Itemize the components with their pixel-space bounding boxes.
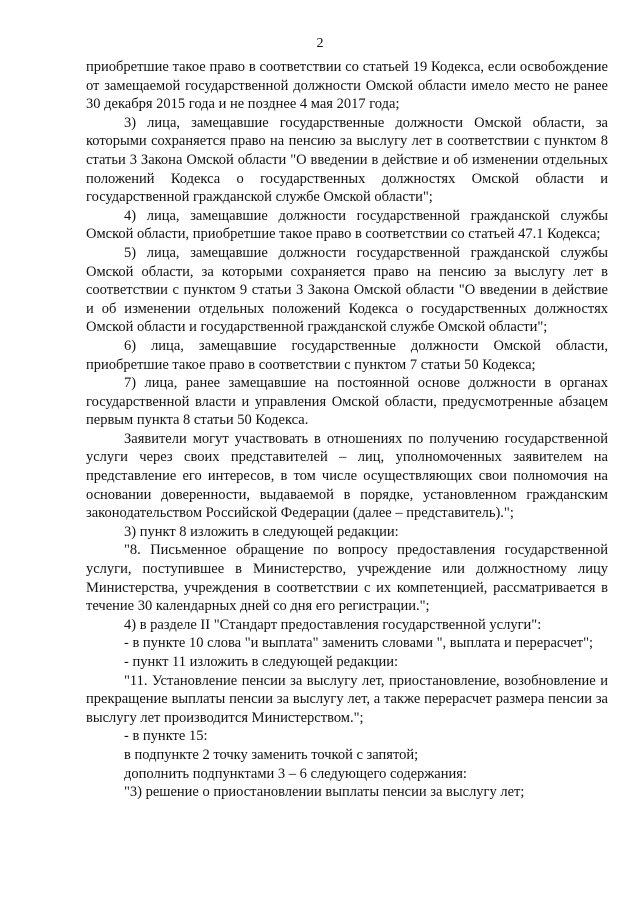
- paragraph: в подпункте 2 точку заменить точкой с запятой;: [124, 746, 419, 763]
- paragraph: 5) лица, замещавшие должности государственной гражданской службы Омской области, за которыми сохраняется право на пенсию за выслугу лет в соответствии с пунктом 9 статьи 3 Закона Омской области "О введении в действие и об изменении отдельных положений Кодекса о государственных должностях Омской области и государственной гражданской службе Омской области";: [86, 244, 608, 336]
- document-body: [86, 58, 608, 802]
- paragraph: - в пункте 10 слова "и выплата" заменить словами ", выплата и перерасчет";: [124, 635, 594, 652]
- paragraph: 4) в разделе II "Стандарт предоставления государственной услуги":: [124, 616, 542, 633]
- paragraph: - пункт 11 изложить в следующей редакции:: [124, 654, 399, 670]
- paragraph: дополнить подпунктами 3 – 6 следующего содержания:: [124, 765, 467, 782]
- paragraph: - в пункте 15:: [124, 728, 208, 745]
- page-number: 2: [316, 36, 324, 51]
- paragraph: 3) лица, замещавшие государственные должности Омской области, за которыми сохраняется право на пенсию за выслугу лет в соответствии с пунктом 8 статьи 3 Закона Омской области "О введении в действие и об изменении отдельных положений Кодекса о государственных должностях Омской области и государственной гражданской службе Омской области";: [86, 114, 608, 206]
- paragraph: приобретшие такое право в соответствии со статьей 19 Кодекса, если освобождение от замещаемой государственной должности Омской области имело место не ранее 30 декабря 2015 года и не позднее 4 мая 2017 года;: [86, 59, 608, 113]
- paragraph: "11. Установление пенсии за выслугу лет, приостановление, возобновление и прекращение выплаты пенсии за выслугу лет, а также перерасчет размера пенсии за выслугу лет производится Министерством.";: [86, 672, 608, 726]
- paragraph: 4) лица, замещавшие должности государственной гражданской службы Омской области, приобретшие такое право в соответствии со статьей 47.1 Кодекса;: [86, 207, 608, 243]
- paragraph: 7) лица, ранее замещавшие на постоянной основе должности в органах государственной власти и управления Омской области, предусмотренные абзацем первым пункта 8 статьи 50 Кодекса.: [86, 375, 608, 429]
- paragraph: "8. Письменное обращение по вопросу предоставления государственной услуги, поступившее в Министерство, учреждение или должностному лицу Министерства, учреждения в соответствии с их компетенцией, рассматривается в течение 30 календарных дней со дня его регистрации.";: [86, 542, 608, 615]
- paragraph: 6) лица, замещавшие государственные должности Омской области, приобретшие такое право в соответствии с пунктом 7 статьи 50 Кодекса;: [86, 337, 608, 373]
- paragraph: 3) пункт 8 изложить в следующей редакции:: [124, 523, 399, 540]
- paragraph: "3) решение о приостановлении выплаты пенсии за выслугу лет;: [124, 784, 525, 801]
- paragraph: Заявители могут участвовать в отношениях по получению государственной услуги через своих представителей – лиц, уполномоченных заявителем на представление его интересов, в том числе осуществляющих свои полномочия на основании доверенности, выдаваемой в порядке, установленном гражданским законодательством Российской Федерации (далее – представитель).";: [86, 430, 608, 522]
